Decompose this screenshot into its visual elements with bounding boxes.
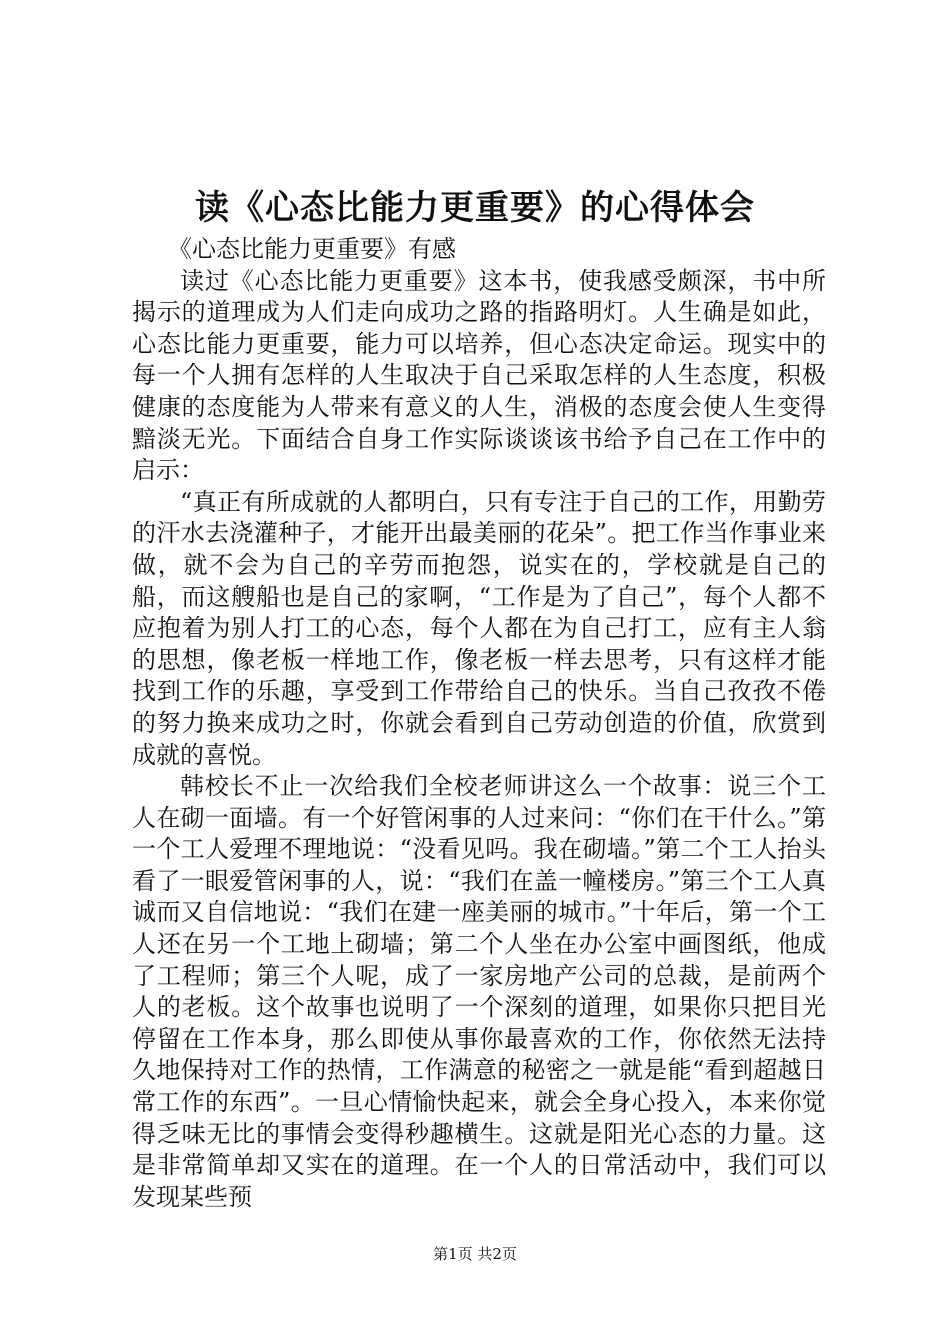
paragraph-3: 韩校长不止一次给我们全校老师讲这么一个故事：说三个工人在砌一面墙。有一个好管闲事的人过来问：“你们在干什么。”第一个工人爱理不理地说：“没看见吗。我在砌墙。”第二个工人抬头看了一眼爱管闲事的人，说：“我们在盖一幢楼房。”第三个工人真诚而又自信地说：“我们在建一座美丽的城市。”十年后，第一个工人还在另一个工地上砌墙；第二个人坐在办公室中画图纸，他成了工程师；第三个人呢，成了一家房地产公司的总裁，是前两个人的老板。这个故事也说明了一个深刻的道理，如果你只把目光停留在工作本身，那么即使从事你最喜欢的工作，你依然无法持久地保持对工作的热情，工作满意的秘密之一就是能“看到超越日常工作的东西”。一旦心情愉快起来，就会全身心投入，本来你觉得乏味无比的事情会变得秒趣横生。这就是阳光心态的力量。这是非常简单却又实在的道理。在一个人的日常活动中，我们可以发现某些预 [132,772,826,1211]
page-footer: 第1页 共2页 [433,1245,517,1263]
page-title: 读《心态比能力更重要》的心得体会 [195,188,755,228]
document-subtitle: 《心态比能力更重要》有感 [168,235,456,263]
document-body [132,234,826,1213]
paragraph-2: “真正有所成就的人都明白，只有专注于自己的工作，用勤劳的汗水去浇灌种子，才能开出最美丽的花朵”。把工作当作事业来做，就不会为自己的辛劳而抱怨，说实在的，学校就是自己的船，而这艘船也是自己的家啊，“工作是为了自己”，每个人都不应抱着为别人打工的心态，每个人都在为自己打工，应有主人翁的思想，像老板一样地工作，像老板一样去思考，只有这样才能找到工作的乐趣，享受到工作带给自己的快乐。当自己孜孜不倦的努力换来成功之时，你就会看到自己劳动创造的价值，欣赏到成就的喜悦。 [132,487,826,769]
paragraph-1: 读过《心态比能力更重要》这本书，使我感受颇深，书中所揭示的道理成为人们走向成功之路的指路明灯。人生确是如此，心态比能力更重要，能力可以培养，但心态决定命运。现实中的每一个人拥有怎样的人生取决于自己采取怎样的人生态度，积极健康的态度能为人带来有意义的人生，消极的态度会使人生变得黯淡无光。下面结合自身工作实际谈谈该书给予自己在工作中的启示： [132,266,826,485]
